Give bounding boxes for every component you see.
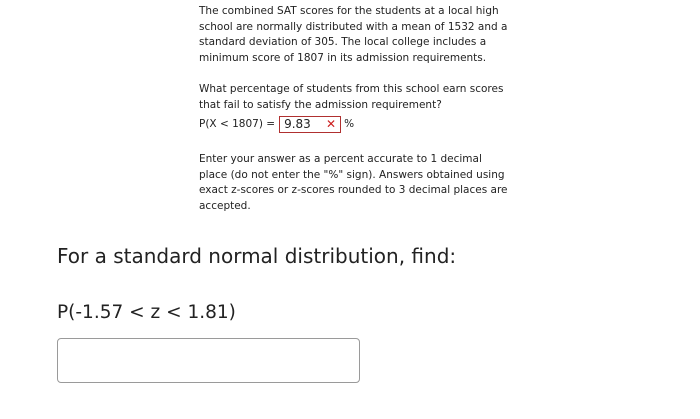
question-1-instructions: Enter your answer as a percent accurate to 1 decimal place (do not enter the "%" sign). Answers obtained using exact z-scores or z-scores rounded to 3 decimal places are accepted.: [199, 153, 508, 212]
question-2-title: For a standard normal distribution, find:: [57, 244, 457, 268]
question-2-probability: P(-1.57 < z < 1.81): [57, 302, 236, 323]
question-2-answer-input[interactable]: [57, 338, 360, 383]
answer-input[interactable]: [279, 116, 341, 133]
answer-line: [199, 116, 509, 133]
probability-expression: P(X < 1807) =: [199, 117, 276, 130]
question-1: [199, 4, 509, 214]
incorrect-x-icon: ✕: [326, 116, 337, 131]
question-1-prompt: What percentage of students from this school earn scores that fail to satisfy the admission requirement?: [199, 83, 504, 111]
answer-value: 9.83: [284, 116, 311, 131]
question-1-intro: The combined SAT scores for the students at a local high school are normally distributed with a mean of 1532 and a standard deviation of 305. The local college includes a minimum score of 1807 in its admission requirements.: [199, 5, 508, 64]
percent-unit: %: [344, 117, 355, 130]
